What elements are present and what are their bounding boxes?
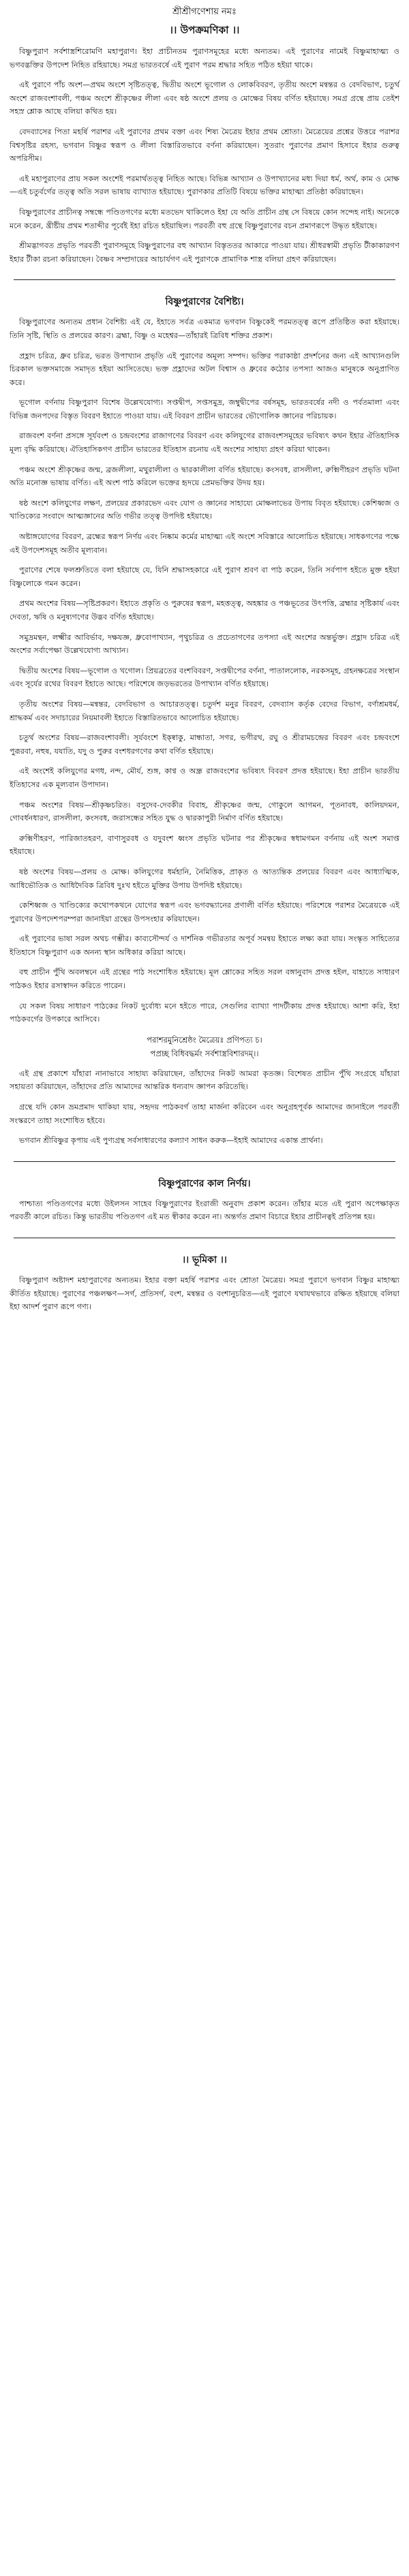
section-contents [0,597,409,1026]
paragraph: ভগবান শ্রীবিষ্ণুর কৃপায় এই পুণ্যগ্রন্থ সর্বসাধারণের কল্যাণ সাধন করুক—ইহাই আমাদের একান্ত প্রার্থনা। [19,1136,323,1146]
paragraph: এই মহাপুরাণের প্রায় সকল অংশেই পরমার্থতত্ত্ব নিহিত আছে। বিভিন্ন আখ্যান ও উপাখ্যানের মধ্য দিয়া ধর্ম, অর্থ, কাম ও মোক্ষ—এই চতুর্বর্গের তত্ত্ব অতি সরল ভাষায় ব্যাখ্যাত হইয়াছে। পুরাণকার প্রতিটি বিষয়ে ভক্তির মাহাত্ম্য প্রতিষ্ঠা করিয়াছেন। [10,174,399,197]
verse-line: পরাশরমুনিশ্রেষ্ঠং মৈত্রেয়ঃ প্রণিপত্য চ। [147,1034,262,1045]
paragraph: পঞ্চম অংশে শ্রীকৃষ্ণের জন্ম, ব্রজলীলা, মথুরালীলা ও দ্বারকালীলা বর্ণিত হইয়াছে। কংসবধ, রাসলীলা, রুক্মিণীহরণ প্রভৃতি ঘটনা অতি মনোজ্ঞ ভাষায় বর্ণিত। এই অংশ পাঠ করিলে ভক্তের হৃদয়ে প্রেমভক্তির উদয় হয়। [10,465,399,488]
section-acknowledgement [0,1067,409,1148]
paragraph: বিষ্ণুপুরাণের অন্যতম প্রধান বৈশিষ্ট্য এই যে, ইহাতে সর্বত্র একমাত্র ভগবান বিষ্ণুকেই পরমতত্ত্ব রূপে প্রতিষ্ঠিত করা হইয়াছে। তিনি সৃষ্টি, স্থিতি ও প্রলয়ের কারণ। ব্রহ্মা, বিষ্ণু ও মহেশ্বর—তাঁহারই ত্রিবিধ শক্তির প্রকাশ। [10,318,399,340]
paragraph: এই পুরাণে পাঁচ অংশ—প্রথম অংশে সৃষ্টিতত্ত্ব, দ্বিতীয় অংশে ভূগোল ও লোকবিবরণ, তৃতীয় অংশে মন্বন্তর ও বেদবিভাগ, চতুর্থ অংশে রাজবংশাবলী, পঞ্চম অংশে শ্রীকৃষ্ণের লীলা এবং ষষ্ঠ অংশে প্রলয় ও মোক্ষের বিষয় বর্ণিত হইয়াছে। সমগ্র গ্রন্থে প্রায় তেইশ সহস্র শ্লোক আছে বলিয়া কথিত হয়। [10,80,399,117]
paragraph: চতুর্থ অংশের বিষয়—রাজবংশাবলী। সূর্যবংশে ইক্ষ্বাকু, মান্ধাতা, সগর, ভগীরথ, রঘু ও শ্রীরামচন্দ্রের বিবরণ এবং চন্দ্রবংশে পুরূরবা, নহুষ, যযাতি, যদু ও পুরুর বংশধরগণের কথা বর্ণিত হইয়াছে। [10,733,399,756]
sanskrit-verse [0,1033,409,1060]
invocation-line: শ্রীশ্রীগণেশায় নমঃ [172,7,237,17]
section-divider [14,1161,395,1162]
paragraph: বিষ্ণুপুরাণ অষ্টাদশ মহাপুরাণের অন্যতম। ইহার বক্তা মহর্ষি পরাশর এবং শ্রোতা মৈত্রেয়। সমগ্র পুরাণে ভগবান বিষ্ণুর মাহাত্ম্য কীর্তিত হইয়াছে। পুরাণের পঞ্চলক্ষণ—সর্গ, প্রতিসর্গ, বংশ, মন্বন্তর ও বংশানুচরিত—এই পুরাণে যথাযথভাবে রক্ষিত হইয়াছে বলিয়া ইহা আদর্শ পুরাণ রূপে গণ্য। [10,1276,399,1312]
paragraph: ষষ্ঠ অংশে কলিযুগের লক্ষণ, প্রলয়ের প্রকারভেদ এবং যোগ ও জ্ঞানের সাহায্যে মোক্ষলাভের উপায় বিবৃত হইয়াছে। কেশিধ্বজ ও খাণ্ডিক্যের সংবাদে আত্মজ্ঞানের অতি গভীর তত্ত্ব উপদিষ্ট হইয়াছে। [10,498,399,521]
paragraph: অষ্টাঙ্গযোগের বিবরণ, ব্রহ্মের স্বরূপ নির্ণয় এবং নিষ্কাম কর্মের মাহাত্ম্য এই অংশে সবিস্তারে আলোচিত হইয়াছে। সাধকগণের পক্ষে এই উপদেশসমূহ অতীব মূল্যবান। [10,532,399,555]
paragraph: শ্রীমদ্ভাগবত প্রভৃতি পরবর্তী পুরাণসমূহে বিষ্ণুপুরাণের বহু আখ্যান বিস্তৃততর আকারে পাওয়া যায়। শ্রীধরস্বামী প্রভৃতি টীকাকারগণ ইহার টীকা রচনা করিয়াছেন। বৈষ্ণব সম্প্রদায়ের আচার্যগণ এই পুরাণকে প্রামাণিক শাস্ত্র বলিয়া গ্রহণ করিয়াছেন। [10,241,399,264]
section-divider [14,279,395,280]
paragraph: বেদব্যাসের পিতা মহর্ষি পরাশর এই পুরাণের প্রথম বক্তা এবং শিষ্য মৈত্রেয় ইহার প্রথম শ্রোতা। মৈত্রেয়ের প্রশ্নের উত্তরে পরাশর বিশ্বসৃষ্টির রহস্য, ভগবান বিষ্ণুর স্বরূপ ও লীলা বিস্তারিতভাবে বর্ণনা করিয়াছেন। সুতরাং পুরাণের প্রমাণ হিসাবে ইহার গুরুত্ব অপরিসীম। [10,127,399,164]
section-heading: বিষ্ণুপুরাণের বৈশিষ্ট্য। [165,296,244,308]
section-heading: বিষ্ণুপুরাণের কাল নির্ণয়। [158,1178,251,1189]
paragraph: পাশ্চাত্য পণ্ডিতগণের মধ্যে উইলসন সাহেব বিষ্ণুপুরাণের ইংরাজী অনুবাদ প্রকাশ করেন। তাঁহার মতে এই পুরাণ অপেক্ষাকৃত পরবর্তী কালে রচিত। কিন্তু ভারতীয় পণ্ডিতগণ এই মত স্বীকার করেন না। অন্তর্গত প্রমাণ বিচারে ইহার প্রাচীনত্বই প্রতিপন্ন হয়। [10,1199,399,1222]
paragraph: বিষ্ণুপুরাণের প্রাচীনত্ব সম্বন্ধে পণ্ডিতগণের মধ্যে মতভেদ থাকিলেও ইহা যে অতি প্রাচীন গ্রন্থ সে বিষয়ে কোন সন্দেহ নাই। অনেকে মনে করেন, খ্রীষ্টীয় প্রথম শতাব্দীর পূর্বেই ইহা রচিত হইয়াছিল। পরবর্তী বহু গ্রন্থে বিষ্ণুপুরাণের বচন প্রমাণরূপে উদ্ধৃত হইয়াছে। [10,207,399,230]
section-dating [0,1197,409,1224]
paragraph: কেশিধ্বজ ও খাণ্ডিক্যের কথোপকথনে যোগের স্বরূপ এবং ভগবদ্ধ্যানের প্রণালী বর্ণিত হইয়াছে। পরিশেষে পরাশর মৈত্রেয়কে এই পুরাণের উপদেশপরম্পরা জানাইয়া গ্রন্থের উপসংহার করিয়াছেন। [10,901,399,923]
paragraph: রুক্মিণীহরণ, পারিজাতহরণ, বাণাসুরবধ ও যদুবংশ ধ্বংস প্রভৃতি ঘটনার পর শ্রীকৃষ্ণের স্বধামগমন বর্ণনায় এই অংশ সমাপ্ত হইয়াছে। [10,833,399,857]
paragraph: রাজবংশ বর্ণনা প্রসঙ্গে সূর্যবংশ ও চন্দ্রবংশের রাজাগণের বিবরণ এবং কলিযুগের রাজবংশসমূহের ভবিষ্যৎ কথন ইহার ঐতিহাসিক মূল্য বৃদ্ধি করিয়াছে। ঐতিহাসিকগণ প্রাচীন ভারতের ইতিহাস রচনায় এই অংশের সাহায্য গ্রহণ করিয়া থাকেন। [10,431,399,455]
paragraph: গ্রন্থে যদি কোন ভ্রমপ্রমাদ থাকিয়া যায়, সহৃদয় পাঠকবর্গ তাহা মার্জনা করিবেন এবং অনুগ্রহপূর্বক আমাদের জানাইলে পরবর্তী সংস্করণে তাহা সংশোধিত হইবে। [10,1103,399,1125]
paragraph: এই পুরাণের ভাষা সরল অথচ গম্ভীর। কাব্যসৌন্দর্য ও দার্শনিক গভীরতার অপূর্ব সমন্বয় ইহাতে লক্ষ্য করা যায়। সংস্কৃত সাহিত্যের ইতিহাসে বিষ্ণুপুরাণ এক অনন্য স্থান অধিকার করিয়া আছে। [10,934,399,957]
paragraph: যে সকল বিষয় সাধারণ পাঠকের নিকট দুর্বোধ্য মনে হইতে পারে, সেগুলির ব্যাখ্যা পাদটীকায় প্রদত্ত হইয়াছে। আশা করি, ইহা পাঠকবর্গের উপকারে আসিবে। [10,1001,399,1024]
paragraph: ভূগোল বর্ণনায় বিষ্ণুপুরাণ বিশেষ উল্লেখযোগ্য। সপ্তদ্বীপ, সপ্তসমুদ্র, জম্বুদ্বীপের বর্ষসমূহ, ভারতবর্ষের নদী ও পর্বতমালা এবং বিভিন্ন জনপদের বিস্তৃত বিবরণ ইহাতে পাওয়া যায়। এই বিবরণ প্রাচীন ভারতের ভৌগোলিক জ্ঞানের পরিচায়ক। [10,398,399,420]
paragraph: তৃতীয় অংশের বিষয়—মন্বন্তর, বেদবিভাগ ও আচারতত্ত্ব। চতুর্দশ মনুর বিবরণ, বেদব্যাস কর্তৃক বেদের বিভাগ, বর্ণাশ্রমধর্ম, শ্রাদ্ধকর্ম এবং সদাচারের নিয়মাবলী ইহাতে বিস্তারিতভাবে আলোচিত হইয়াছে। [10,699,399,722]
paragraph: বিষ্ণুপুরাণ সর্বশাস্ত্রশিরোমণি মহাপুরাণ। ইহা প্রাচীনতম পুরাণসমূহের মধ্যে অন্যতম। এই পুরাণের নামেই বিষ্ণুমাহাত্ম্য ও ভগবদ্ভক্তির উপদেশ নিহিত রহিয়াছে। সমগ্র ভারতবর্ষে এই পুরাণ পরম শ্রদ্ধার সহিত পঠিত হইয়া থাকে। [10,47,399,70]
verse-line: পপ্রচ্ছ বিধিবদ্ধর্মং সর্বশাস্ত্রবিশারদম্।। [150,1048,259,1058]
paragraph: ষষ্ঠ অংশের বিষয়—প্রলয় ও মোক্ষ। কলিযুগের ধর্মহানি, নৈমিত্তিক, প্রাকৃত ও আত্যন্তিক প্রলয়ের বিবরণ এবং আধ্যাত্মিক, আধিভৌতিক ও আধিদৈবিক ত্রিবিধ দুঃখ হইতে মুক্তির উপায় উপদিষ্ট হইয়াছে। [10,867,399,890]
paragraph: প্রথম অংশের বিষয়—সৃষ্টিপ্রকরণ। ইহাতে প্রকৃতি ও পুরুষের স্বরূপ, মহত্তত্ত্ব, অহঙ্কার ও পঞ্চভূতের উৎপত্তি, ব্রহ্মার সৃষ্টিকার্য এবং দেবতা, ঋষি ও মনুষ্যগণের উদ্ভব বর্ণিত হইয়াছে। [10,599,399,622]
paragraph: বহু প্রাচীন পুঁথি অবলম্বনে এই গ্রন্থের পাঠ সংশোধিত হইয়াছে। মূল শ্লোকের সহিত সরল বঙ্গানুবাদ প্রদত্ত হইল, যাহাতে সাধারণ পাঠকও ইহার রসাস্বাদন করিতে পারেন। [10,968,399,991]
paragraph: পুরাণের শেষে ফলশ্রুতিতে বলা হইয়াছে যে, যিনি শ্রদ্ধাসহকারে এই পুরাণ শ্রবণ বা পাঠ করেন, তিনি সর্বপাপ হইতে মুক্ত হইয়া বিষ্ণুলোকে গমন করেন। [10,566,399,588]
paragraph: সমুদ্রমন্থন, লক্ষ্মীর আবির্ভাব, দক্ষযজ্ঞ, ধ্রুবোপাখ্যান, পৃথুচরিত্র ও প্রচেতাগণের তপস্যা এই অংশের অন্তর্ভুক্ত। প্রহ্লাদ চরিত্র এই অংশের সর্বাপেক্ষা উল্লেখযোগ্য আখ্যান। [10,632,399,656]
section-heading: ।। ভূমিকা ।। [182,1255,227,1266]
paragraph: পঞ্চম অংশের বিষয়—শ্রীকৃষ্ণচরিত। বসুদেব-দেবকীর বিবাহ, শ্রীকৃষ্ণের জন্ম, গোকুলে আগমন, পূতনাবধ, কালিয়দমন, গোবর্ধনধারণ, রাসলীলা, কংসবধ, জরাসন্ধের সহিত যুদ্ধ ও দ্বারকাপুরী নির্মাণ বর্ণিত হইয়াছে। [10,800,399,823]
section-intro [0,45,409,266]
page-title: ।। উপক্রমণিকা ।। [169,24,240,36]
paragraph: এই অংশেই কলিযুগের মগধ, নন্দ, মৌর্য, শুঙ্গ, কাণ্ব ও অন্ধ্র রাজবংশের ভবিষ্যৎ বিবরণ প্রদত্ত হইয়াছে। ইহা প্রাচীন ভারতীয় ইতিহাসের এক মূল্যবান উপাদান। [10,767,399,789]
section-features [0,316,409,590]
paragraph: এই গ্রন্থ প্রকাশে যাঁহারা নানাভাবে সাহায্য করিয়াছেন, তাঁহাদের নিকট আমরা কৃতজ্ঞ। বিশেষত প্রাচীন পুঁথি সংগ্রহে যাঁহারা সহায়তা করিয়াছেন, তাঁহাদের প্রতি আমাদের আন্তরিক ধন্যবাদ জ্ঞাপন করিতেছি। [10,1069,399,1092]
section-preface [0,1274,409,1314]
paragraph: দ্বিতীয় অংশের বিষয়—ভূগোল ও খগোল। প্রিয়ব্রতের বংশবিবরণ, সপ্তদ্বীপের বর্ণনা, পাতাললোক, নরকসমূহ, গ্রহনক্ষত্রের সংস্থান এবং সূর্যের রথের বিবরণ ইহাতে আছে। পরিশেষে জড়ভরতের উপাখ্যান বর্ণিত হইয়াছে। [10,666,399,689]
paragraph: প্রহ্লাদ চরিত্র, ধ্রুব চরিত্র, ভরত উপাখ্যান প্রভৃতি এই পুরাণের অমূল্য সম্পদ। ভক্তির পরাকাষ্ঠা প্রদর্শনের জন্য এই আখ্যানগুলি চিরকাল ভক্তসমাজে সমাদৃত হইয়া আসিতেছে। ভক্ত প্রহ্লাদের অটল বিশ্বাস ও ধ্রুবের কঠোর তপস্যা আজও মানুষকে অনুপ্রাণিত করে। [10,351,399,387]
